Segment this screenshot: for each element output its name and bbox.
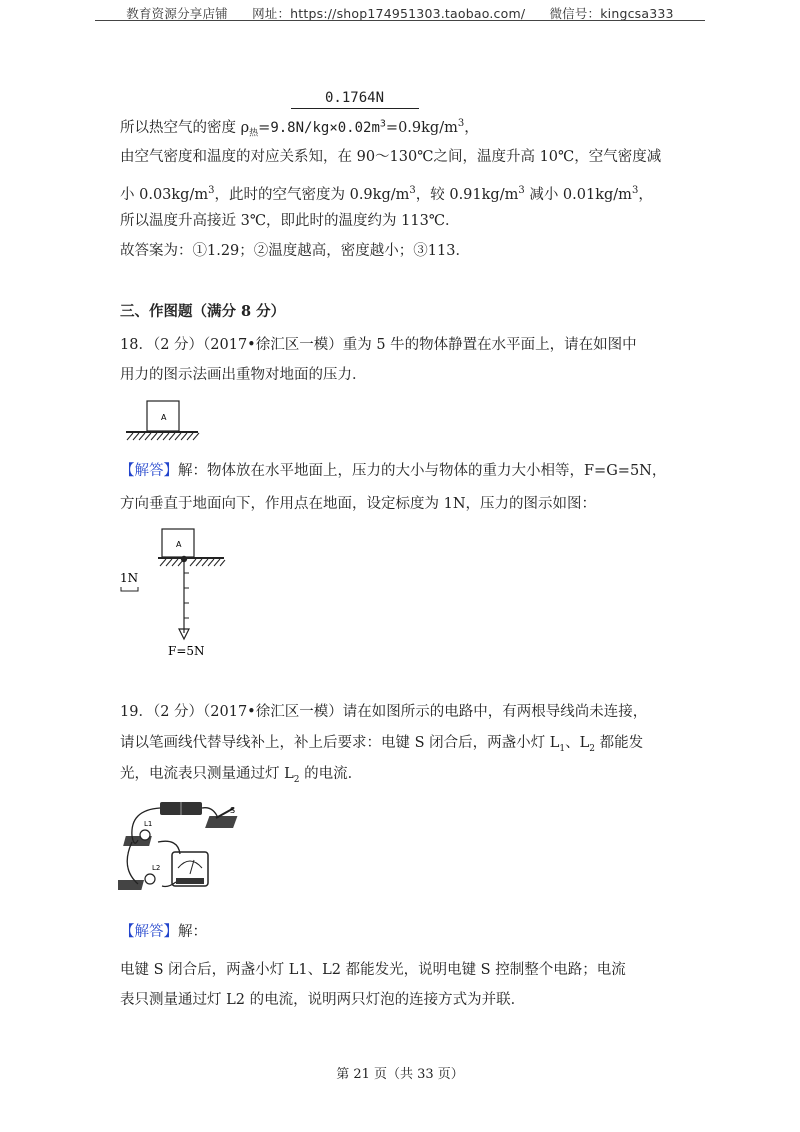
q18-figure bbox=[124, 398, 200, 442]
force-diagram bbox=[118, 525, 228, 665]
answer-tag: 【解答】 bbox=[120, 924, 178, 940]
q19-line-1: 19．（2 分）（2017•徐汇区一模）请在如图所示的电路中，有两根导线尚未连接， bbox=[120, 704, 648, 720]
ground-hatch bbox=[160, 559, 225, 566]
answer-summary: 故答案为：①1.29；②温度越高，密度越小；③113． bbox=[120, 243, 470, 259]
force-label: F=5N bbox=[168, 644, 205, 658]
fraction-bar bbox=[291, 108, 419, 109]
lamp-l1-bulb bbox=[140, 830, 150, 840]
q19-line-3: 光，电流表只测量通过灯 $L_2$ 的电流． bbox=[120, 766, 363, 785]
circuit-figure bbox=[118, 798, 253, 906]
density-prefix: 所以热空气的密度 ρ bbox=[120, 119, 250, 136]
q19-answer-line-1: 电键 S 闭合后，两盏小灯 L1、L2 都能发光，说明电键 S 控制整个电路；电流 bbox=[120, 962, 626, 978]
scale-ticks bbox=[184, 573, 189, 618]
lamp-l1-label: L1 bbox=[144, 820, 153, 828]
q18-line-2: 用力的图示法画出重物对地面的压力． bbox=[120, 367, 367, 383]
header-rule bbox=[95, 20, 705, 21]
q18-answer-line-2: 方向垂直于地面向下，作用点在地面，设定标度为 1N，压力的图示如图： bbox=[120, 496, 597, 512]
ground-hatch bbox=[127, 433, 199, 440]
header-url: 网址：https://shop174951303.taobao.com/ bbox=[252, 6, 526, 21]
fraction-numerator: 0.1764N bbox=[325, 90, 385, 106]
density-line: 所以热空气的密度 $\rho_热=9.8N/kg\times 0.02m^3=0.9kg/m^3$， bbox=[120, 118, 479, 139]
q19-answer-line-2: 表只测量通过灯 L2 的电流，说明两只灯泡的连接方式为并联． bbox=[120, 992, 526, 1008]
q19-line-2: 请以笔画线代替导线补上，补上后要求：电键 S 闭合后，两盏小灯 $L_1$、$L_2$ 都能发 bbox=[120, 735, 644, 754]
ammeter-terminals bbox=[176, 878, 204, 884]
header-wechat: 微信号：kingcsa333 bbox=[549, 6, 674, 21]
lamp-l2-base bbox=[118, 880, 144, 890]
page-footer: 第 21 页（共 33 页） bbox=[336, 1067, 464, 1082]
answer-tag: 【解答】 bbox=[120, 463, 178, 479]
density-result: =0.9kg/m bbox=[385, 119, 458, 136]
section-title: 三、作图题（满分 8 分） bbox=[120, 303, 286, 320]
q19-answer-head: 【解答】解： bbox=[120, 924, 207, 940]
density-eq: = bbox=[258, 119, 271, 136]
q18-line-1: 18．（2 分）（2017•徐汇区一模）重为 5 牛的物体静置在水平面上，请在如图中 bbox=[120, 337, 637, 353]
text-line-4: 所以温度升高接近 3℃，即此时的温度约为 113℃． bbox=[120, 213, 460, 229]
fraction-denominator: $9.8N/kg\times 0.02m^3$ bbox=[270, 118, 386, 136]
scale-bracket bbox=[121, 587, 138, 591]
text-line-2: 由空气密度和温度的对应关系知，在 90～130℃之间，温度升高 10℃，空气密度减 bbox=[120, 149, 662, 165]
q18-answer-line-1: 【解答】解：物体放在水平地面上，压力的大小与物体的重力大小相等，F=G=5N， bbox=[120, 463, 667, 479]
text-line-3: 小 $0.03kg/m^3$，此时的空气密度为 $0.9kg/m^3$，较 $0.91kg/m^3$ 减小 $0.01kg/m^3$， bbox=[120, 185, 653, 203]
header-shop: 教育资源分享店铺 bbox=[126, 6, 228, 21]
block-label: A bbox=[176, 540, 182, 549]
block-label: A bbox=[161, 413, 167, 422]
lamp-l2-bulb bbox=[145, 874, 155, 884]
switch-base bbox=[205, 816, 237, 828]
density-sub: 热 bbox=[249, 128, 259, 139]
lamp-l2-label: L2 bbox=[152, 864, 161, 872]
switch-label: S bbox=[230, 806, 236, 815]
scale-label: 1N bbox=[120, 571, 139, 585]
